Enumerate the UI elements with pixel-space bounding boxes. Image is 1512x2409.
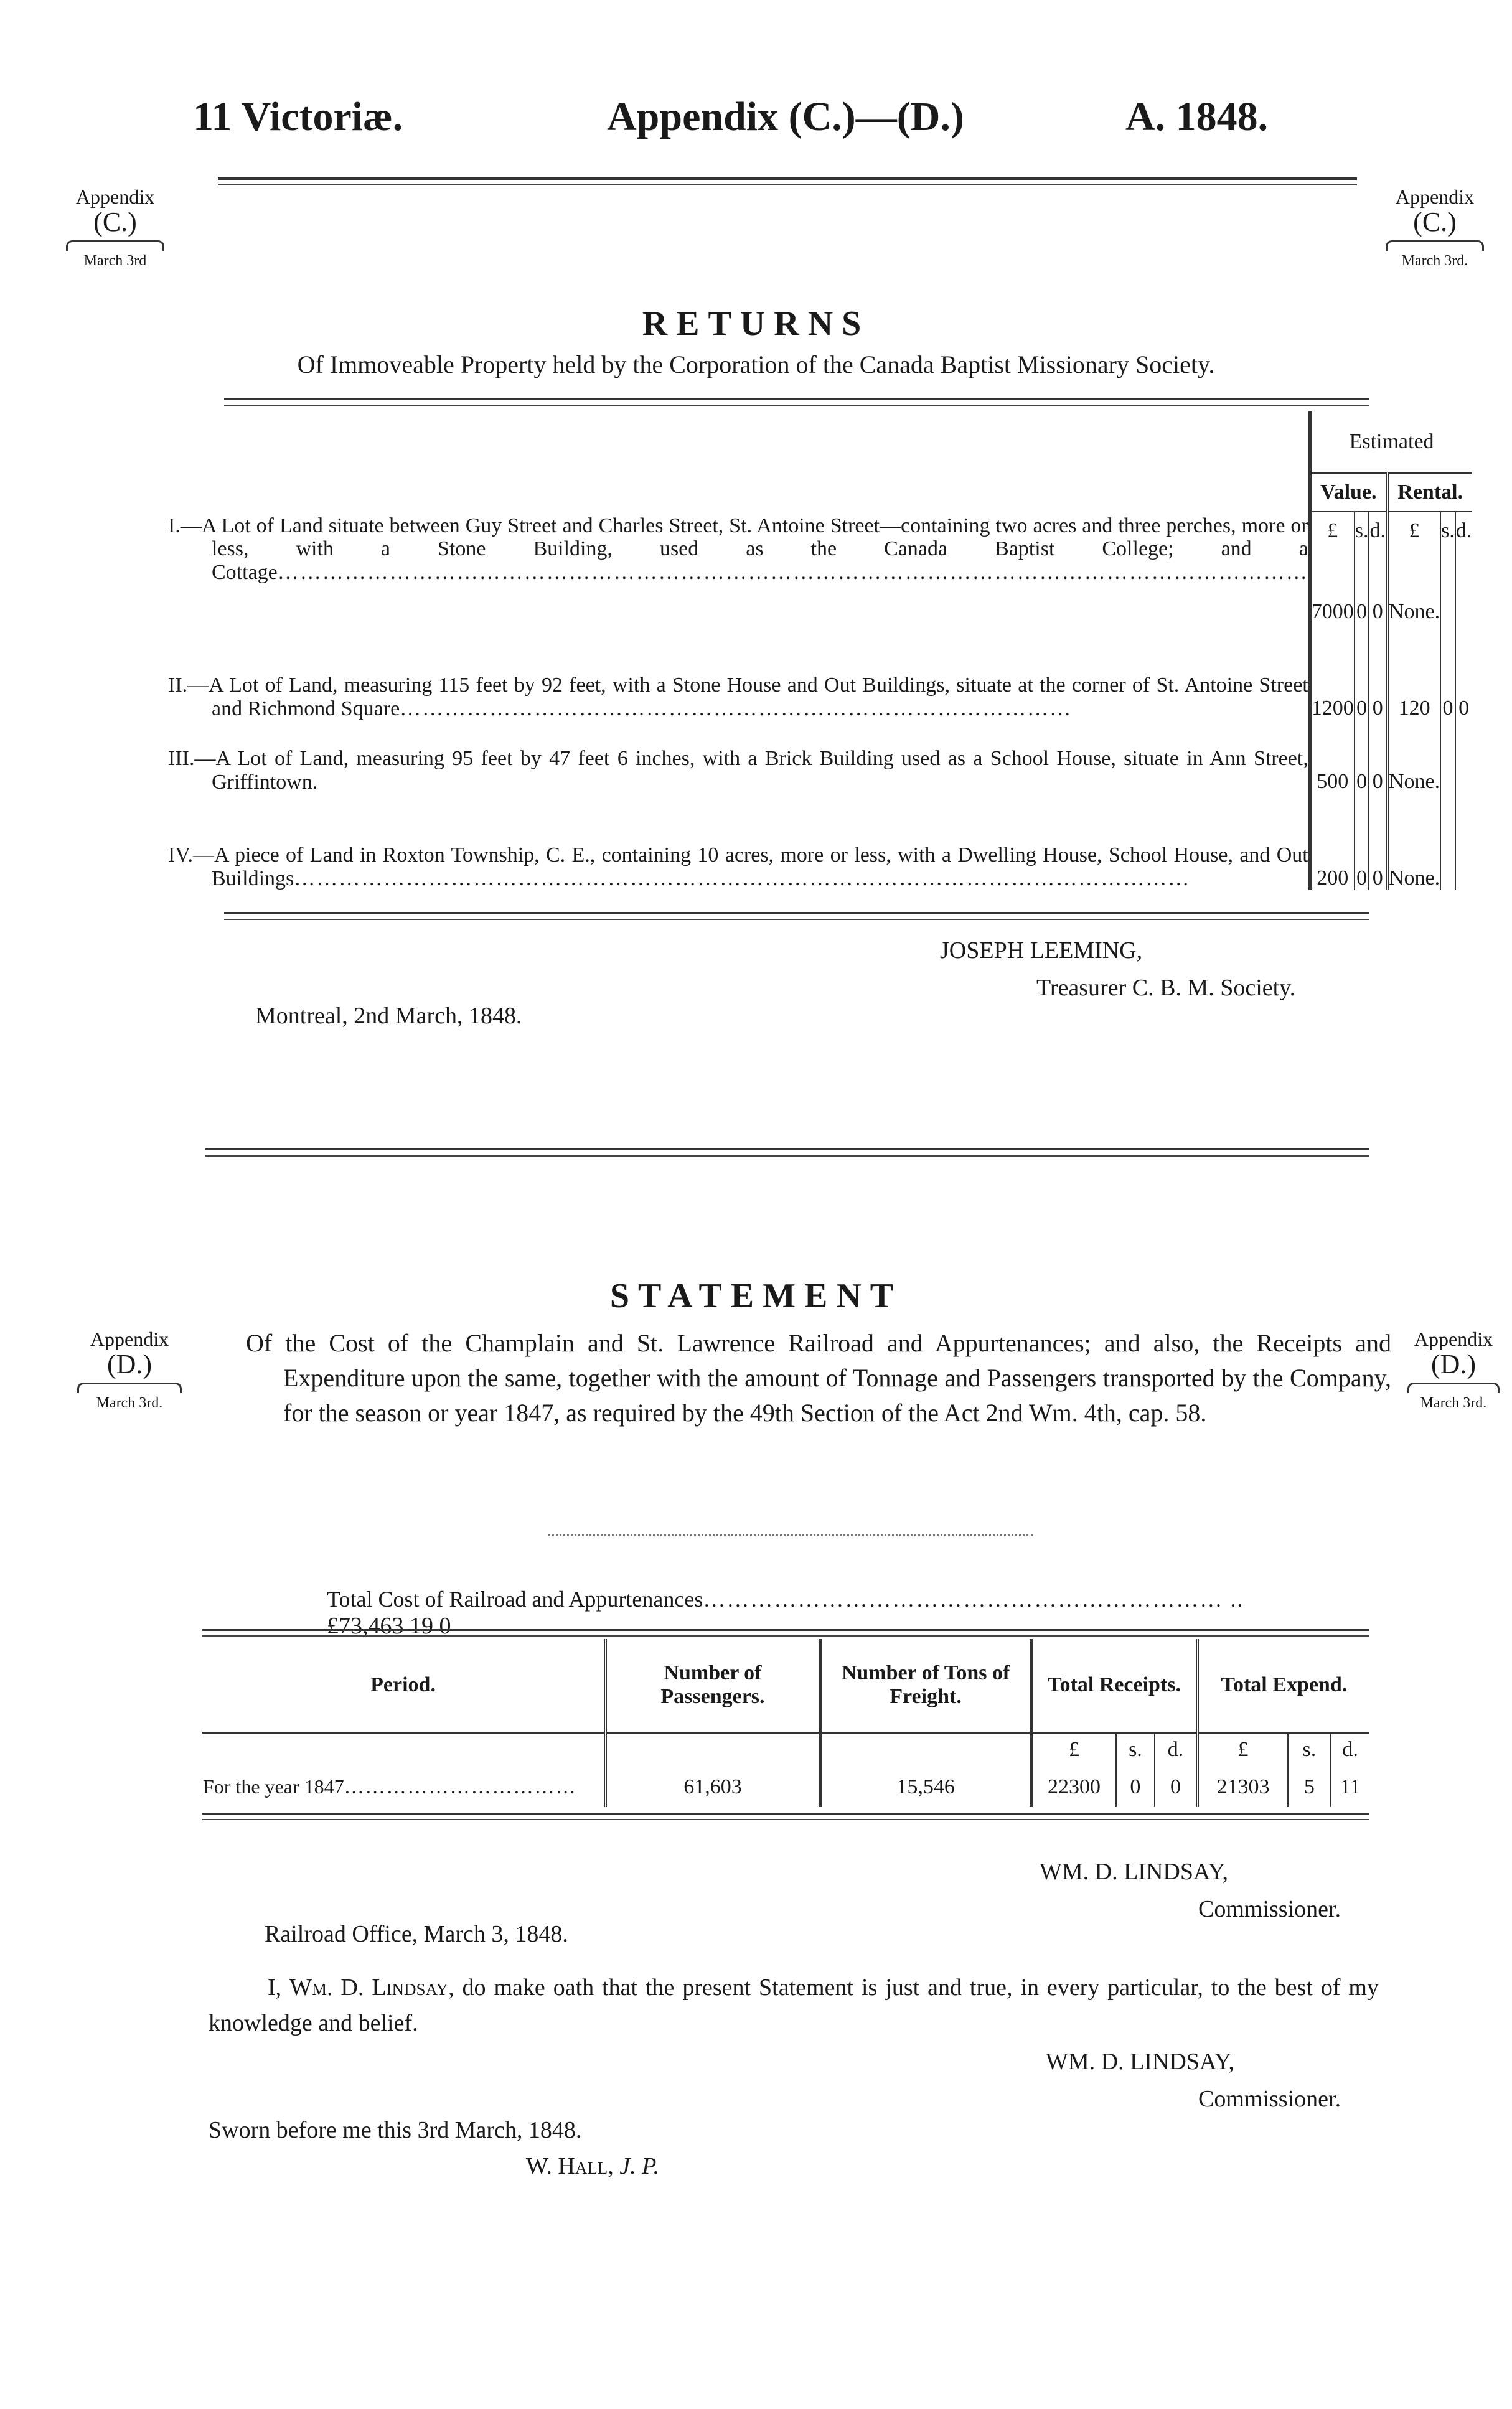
statement-bottom-rule bbox=[202, 1813, 1369, 1815]
rental-shillings: 0 bbox=[1440, 624, 1455, 720]
unit-pound: £ bbox=[1197, 1732, 1288, 1767]
unit-shilling: s. bbox=[1355, 512, 1369, 543]
header-left: 11 Victoriæ. bbox=[193, 94, 403, 139]
value-pence: 0 bbox=[1369, 624, 1387, 720]
col-period: Period. bbox=[202, 1639, 606, 1732]
rental-shillings bbox=[1440, 794, 1455, 890]
receipts-pence: 0 bbox=[1155, 1767, 1197, 1807]
margin-note-c-right: Appendix (C.) March 3rd. bbox=[1382, 187, 1488, 269]
return-item: III.—A Lot of Land, measuring 95 feet by 47 feet 6 inches, with a Brick Building used as a School House, situate in Ann Street, Griffintown. bbox=[168, 747, 1308, 794]
header-center: Appendix (C.)—(D.) bbox=[607, 94, 964, 139]
header-rule bbox=[218, 177, 1357, 180]
rental-pence bbox=[1455, 794, 1472, 890]
statement-bottom-rule-thin bbox=[202, 1819, 1369, 1820]
unit-pence: d. bbox=[1369, 512, 1387, 543]
total-cost-value: £73,463 19 0 bbox=[327, 1613, 451, 1639]
statement-title: STATEMENT bbox=[609, 1277, 903, 1315]
returns-signer-title: Treasurer C. B. M. Society. bbox=[1036, 975, 1296, 1001]
row-period: For the year 1847…………………………… bbox=[203, 1775, 577, 1798]
head-value: Value. bbox=[1312, 473, 1388, 512]
margin-note-d-right: Appendix (D.) March 3rd. bbox=[1404, 1329, 1503, 1411]
col-receipts: Total Receipts. bbox=[1031, 1639, 1197, 1732]
office-date: Railroad Office, March 3, 1848. bbox=[265, 1921, 568, 1947]
unit-pence: d. bbox=[1155, 1732, 1197, 1767]
unit-shilling: s. bbox=[1288, 1732, 1330, 1767]
rental-pence bbox=[1455, 720, 1472, 794]
statement-top-rule-thin bbox=[202, 1635, 1369, 1637]
expend-pounds: 21303 bbox=[1197, 1767, 1288, 1807]
decorative-flourish bbox=[548, 1528, 1033, 1536]
head-rental: Rental. bbox=[1389, 473, 1472, 512]
returns-title: RETURNS bbox=[642, 304, 870, 343]
return-item: I.—A Lot of Land situate between Guy Street and Charles Street, St. Antoine Street—containing two acres and three perches, more or less, with a Stone Building, used as the Canada Baptist College; and a Cottage………………………………………………………………………………………………………………………… bbox=[168, 514, 1308, 584]
unit-shilling: s. bbox=[1116, 1732, 1155, 1767]
returns-top-rule-thin bbox=[224, 405, 1369, 406]
section-divider-thin bbox=[205, 1155, 1369, 1157]
returns-bottom-rule-thin bbox=[224, 919, 1369, 920]
rental-pounds: None. bbox=[1388, 600, 1440, 623]
value-shillings: 0 bbox=[1355, 720, 1369, 794]
statement-signer-2: WM. D. LINDSAY, bbox=[1046, 2049, 1234, 2075]
rental-pounds: None. bbox=[1388, 866, 1440, 890]
margin-note-d-left: Appendix (D.) March 3rd. bbox=[73, 1329, 185, 1411]
statement-signer-title: Commissioner. bbox=[1198, 1896, 1341, 1922]
value-pounds: 200 bbox=[1317, 866, 1349, 890]
value-pounds: 500 bbox=[1317, 770, 1349, 793]
row-tons: 15,546 bbox=[820, 1767, 1031, 1807]
value-shillings: 0 bbox=[1355, 794, 1369, 890]
sworn-line: Sworn before me this 3rd March, 1848. bbox=[209, 2117, 582, 2143]
statement-intro: Of the Cost of the Champlain and St. Lawrence Railroad and Appurtenances; and also, the Receipts and Expenditure upon the same, together with the amount of Tonnage and Passengers transported by the Company, for the season or year 1847, as required by the 49th Section of the Act 2nd Wm. 4th, cap. 58. bbox=[246, 1329, 1391, 1427]
returns-subtitle: Of Immoveable Property held by the Corporation of the Canada Baptist Missionary Society. bbox=[297, 350, 1215, 378]
unit-pound: £ bbox=[1327, 519, 1338, 542]
unit-pence: d. bbox=[1455, 512, 1472, 543]
rental-pounds: 120 bbox=[1398, 697, 1430, 720]
header-right: A. 1848. bbox=[1125, 94, 1269, 139]
statement-signer-2-title: Commissioner. bbox=[1198, 2086, 1341, 2112]
jp-signature: W. Hall, J. P. bbox=[526, 2153, 659, 2179]
unit-shilling: s. bbox=[1440, 512, 1455, 543]
expend-shillings: 5 bbox=[1288, 1767, 1330, 1807]
head-estimated: Estimated bbox=[1312, 411, 1472, 473]
returns-table bbox=[168, 411, 1472, 890]
col-passengers: Number of Passengers. bbox=[606, 1639, 820, 1732]
oath-text: I, Wm. D. Lindsay, do make oath that the present Statement is just and true, in every particular, to the best of my knowledge and belief. bbox=[209, 1975, 1379, 2036]
statement-table bbox=[202, 1639, 1369, 1807]
rental-shillings bbox=[1440, 720, 1455, 794]
return-item: II.—A Lot of Land, measuring 115 feet by 92 feet, with a Stone House and Out Buildings, situate at the corner of St. Antoine Street and Richmond Square……………………………………………………………………………… bbox=[168, 674, 1308, 720]
returns-top-rule bbox=[224, 398, 1369, 400]
value-pence: 0 bbox=[1369, 543, 1387, 624]
value-pounds: 1200 bbox=[1311, 697, 1354, 720]
rental-pounds: None. bbox=[1388, 770, 1440, 793]
returns-bottom-rule bbox=[224, 912, 1369, 914]
value-pounds: 7000 bbox=[1311, 600, 1354, 623]
col-expend: Total Expend. bbox=[1197, 1639, 1369, 1732]
rental-pence: 0 bbox=[1455, 624, 1472, 720]
unit-pound: £ bbox=[1031, 1732, 1116, 1767]
value-shillings: 0 bbox=[1355, 624, 1369, 720]
rental-pence bbox=[1455, 543, 1472, 624]
margin-note-c-left: Appendix (C.) March 3rd bbox=[62, 187, 168, 269]
header-rule-thin bbox=[218, 184, 1357, 185]
statement-signer: WM. D. LINDSAY, bbox=[1040, 1859, 1228, 1885]
returns-signer: JOSEPH LEEMING, bbox=[940, 937, 1143, 964]
statement-top-rule bbox=[202, 1629, 1369, 1631]
receipts-pounds: 22300 bbox=[1031, 1767, 1116, 1807]
col-tons: Number of Tons of Freight. bbox=[820, 1639, 1031, 1732]
unit-pound: £ bbox=[1409, 519, 1420, 542]
return-item: IV.—A piece of Land in Roxton Township, C. E., containing 10 acres, more or less, with a Dwelling House, School House, and Out Buildings………………………………………………………………………………………………………… bbox=[168, 843, 1308, 890]
unit-pence: d. bbox=[1330, 1732, 1369, 1767]
returns-place-date: Montreal, 2nd March, 1848. bbox=[255, 1003, 522, 1029]
receipts-shillings: 0 bbox=[1116, 1767, 1155, 1807]
value-pence: 0 bbox=[1369, 794, 1387, 890]
rental-shillings bbox=[1440, 543, 1455, 624]
row-passengers: 61,603 bbox=[606, 1767, 820, 1807]
section-divider bbox=[205, 1148, 1369, 1150]
expend-pence: 11 bbox=[1330, 1767, 1369, 1807]
total-cost-line: Total Cost of Railroad and Appurtenances………………………………………………………… .. £73,463 19 0 bbox=[327, 1587, 1244, 1639]
value-shillings: 0 bbox=[1355, 543, 1369, 624]
value-pence: 0 bbox=[1369, 720, 1387, 794]
